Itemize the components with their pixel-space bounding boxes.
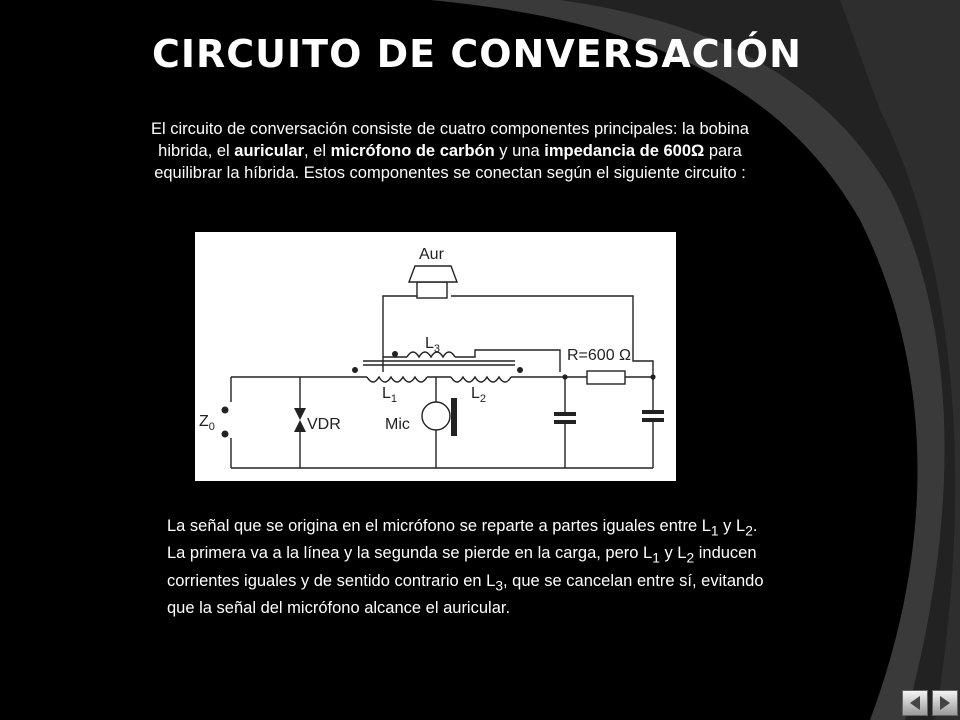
label-mic: Mic	[385, 416, 410, 433]
label-l2: $L_2$	[471, 385, 487, 405]
label-aur: Aur	[419, 246, 444, 263]
prev-slide-button[interactable]	[902, 690, 928, 716]
expl-text-4: y L	[659, 544, 687, 563]
label-l1: $L_1$	[382, 385, 398, 405]
back-arrow-icon	[903, 691, 927, 715]
intro-bold-auricular: auricular	[234, 142, 304, 160]
expl-sub-4: 2	[686, 550, 695, 566]
label-resistor: R=600 Ω	[567, 347, 631, 364]
expl-text-1: La señal que se origina en el micrófono se reparte a partes iguales entre L	[167, 517, 711, 535]
slide-title: CIRCUITO DE CONVERSACIÓN	[152, 32, 802, 76]
intro-paragraph	[150, 118, 750, 184]
explanation-paragraph	[167, 515, 767, 620]
label-vdr: VDR	[307, 416, 341, 433]
intro-text-3: y una	[494, 142, 545, 160]
expl-sub-1: 1	[710, 523, 719, 539]
expl-text-5: inducen corrientes iguales y de sentido contrario en L	[167, 544, 757, 590]
intro-text-2: , el	[304, 142, 331, 160]
intro-bold-impedancia: impedancia de 600Ω	[544, 142, 705, 160]
expl-text-3: . La primera va a la línea y la segunda se pierde en la carga, pero L	[167, 517, 758, 563]
next-slide-button[interactable]	[932, 690, 958, 716]
expl-sub-5: 3	[495, 577, 504, 593]
expl-sub-2: 2	[745, 523, 753, 539]
label-l3: $L_3$	[425, 335, 441, 355]
intro-text-1: El circuito de conversación consiste de cuatro componentes principales: la bobina hibrida, el	[150, 120, 749, 160]
label-z0: $Z_0$	[199, 413, 215, 433]
expl-sub-3: 1	[652, 550, 660, 566]
circuit-diagram	[195, 232, 676, 481]
expl-text-2: y L	[718, 517, 746, 535]
expl-text-6: , que se cancelan entre sí, evitando que la señal del micrófono alcance el auricular.	[167, 571, 764, 617]
forward-arrow-icon	[933, 691, 957, 715]
intro-text-4: para equilibrar la híbrida. Estos componentes se conectan según el siguiente circuito :	[154, 142, 746, 182]
intro-bold-microfono: micrófono de carbón	[330, 142, 495, 160]
